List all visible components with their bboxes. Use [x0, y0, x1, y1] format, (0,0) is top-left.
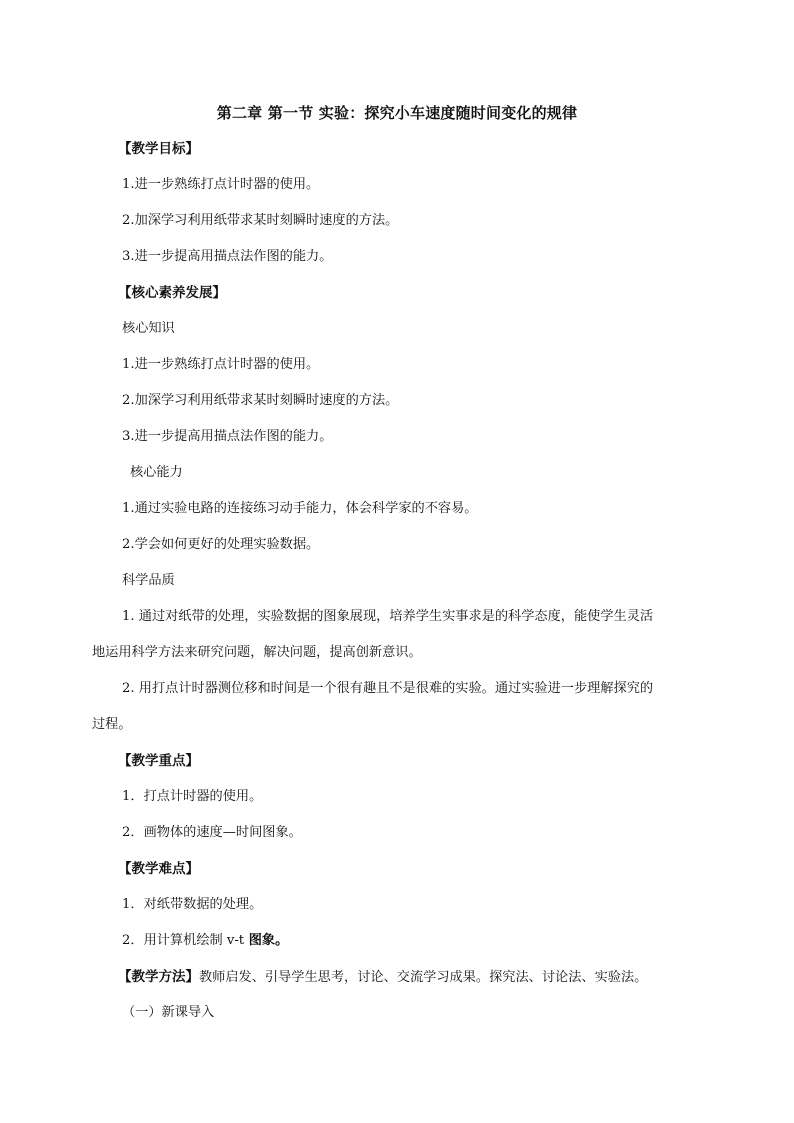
key-point-item: 1．打点计时器的使用。: [122, 789, 263, 804]
quality-paragraph-1-line-1: 1. 通过对纸带的处理，实验数据的图象展现，培养学生实事求是的科学态度，能使学生灵活: [122, 609, 654, 624]
difficulty-item-2-suffix: 图象。: [244, 933, 289, 948]
section-heading-literacy: 【核心素养发展】: [118, 285, 226, 301]
section-heading-key-points: 【教学重点】: [118, 753, 199, 769]
section-heading-difficulties: 【教学难点】: [118, 861, 199, 877]
difficulty-item: 1．对纸带数据的处理。: [122, 897, 263, 912]
section-heading-methods: 【教学方法】: [118, 969, 199, 985]
quality-paragraph-2-line-2: 过程。: [92, 717, 132, 732]
document-title: 第二章 第一节 实验：探究小车速度随时间变化的规律: [216, 104, 578, 122]
ability-item: 1.通过实验电路的连接练习动手能力，体会科学家的不容易。: [122, 501, 478, 516]
goal-item: 2.加深学习利用纸带求某时刻瞬时速度的方法。: [122, 213, 399, 228]
sub-heading-ability: 核心能力: [130, 465, 183, 480]
ability-item: 2.学会如何更好的处理实验数据。: [122, 537, 320, 552]
quality-paragraph-1-line-2: 地运用科学方法来研究问题，解决问题，提高创新意识。: [92, 645, 422, 660]
knowledge-item: 1.进一步熟练打点计时器的使用。: [122, 357, 320, 372]
sub-heading-quality: 科学品质: [122, 573, 175, 588]
methods-line: [118, 967, 647, 988]
methods-text: 教师启发、引导学生思考，讨论、交流学习成果。探究法、讨论法、实验法。: [199, 970, 648, 985]
key-point-item: 2．画物体的速度—时间图象。: [122, 825, 302, 840]
quality-paragraph-2-line-1: 2. 用打点计时器测位移和时间是一个很有趣且不是很难的实验。通过实验进一步理解探究的: [122, 681, 654, 696]
intro-heading: （一）新课导入: [122, 1005, 215, 1020]
knowledge-item: 3.进一步提高用描点法作图的能力。: [122, 429, 333, 444]
goal-item: 3.进一步提高用描点法作图的能力。: [122, 249, 333, 264]
section-heading-goals: 【教学目标】: [118, 141, 199, 157]
goal-item: 1.进一步熟练打点计时器的使用。: [122, 177, 320, 192]
difficulty-item-2: [122, 931, 288, 951]
difficulty-item-2-prefix: 2．用计算机绘制: [122, 933, 227, 948]
knowledge-item: 2.加深学习利用纸带求某时刻瞬时速度的方法。: [122, 393, 399, 408]
vt-symbol: v-t: [226, 933, 245, 948]
sub-heading-knowledge: 核心知识: [122, 321, 175, 336]
